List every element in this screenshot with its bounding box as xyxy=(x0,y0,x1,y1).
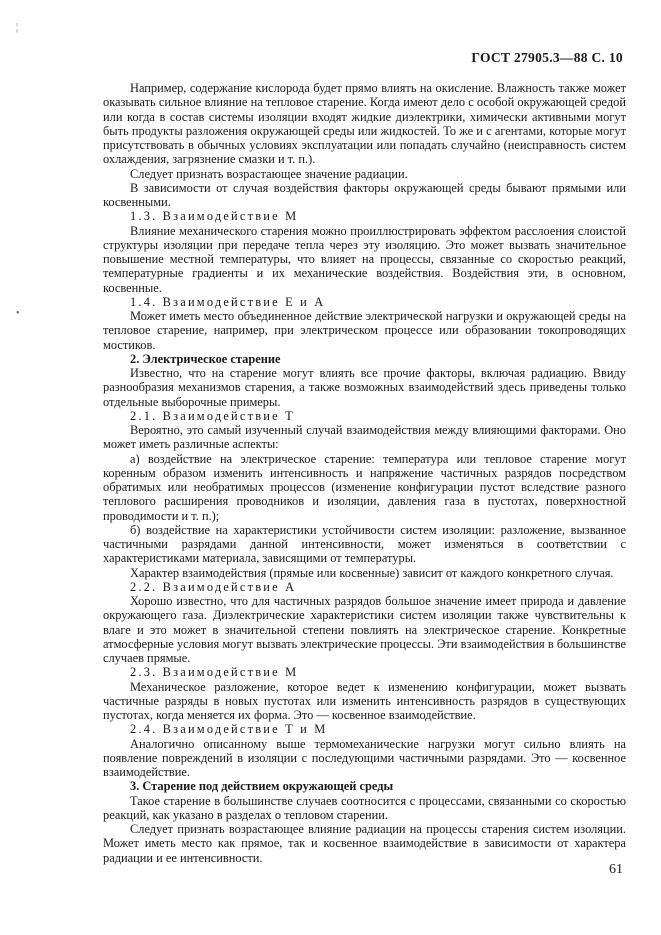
paragraph: Такое старение в большинстве случаев соотносится с процессами, связанными со скоростью реакций, как указано в разделах о тепловом старении. xyxy=(103,793,626,822)
section-heading: 3. Старение под действием окружающей среды xyxy=(130,779,394,794)
scan-speck: • xyxy=(16,308,20,319)
paragraph: Следует признать возрастающее влияние радиации на процессы старения систем изоляции. Может иметь место как прямое, так и косвенное взаимодействие в зависимости от характера радиации и ее интенсивности. xyxy=(103,822,626,865)
list-item: а) воздействие на электрическое старение: температура или тепловое старение могут коренным образом изменить интенсивность и напряжение частичных разрядов посредством обратимых или необратимых процессов (изменение конфигурации пустот вследствие разного теплового расширения проводников и изоляции, давления газа в пустотах, поверхностной проводимости и т. п.); xyxy=(103,451,626,523)
subsection-heading: 1.4. Взаимодействие Е и А xyxy=(130,294,326,309)
subsection-heading: 2.1. Взаимодействие Т xyxy=(130,408,295,423)
paragraph: Может иметь место объединенное действие электрической нагрузки и окружающей среды на тепловое старение, например, при электрическом процессе или образовании токопроводящих мостиков. xyxy=(103,309,626,352)
paragraph: В зависимости от случая воздействия факторы окружающей среды бывают прямыми или косвенными. xyxy=(103,180,626,209)
paragraph: Например, содержание кислорода будет прямо влиять на окисление. Влажность также может оказывать сильное влияние на тепловое старение. Когда имеют дело с особой окружающей средой или когда в состав системы изоляции входят жидкие диэлектрики, химически активными могут быть продукты разложения окружающей среды или жидкостей. То же и с агентами, которые могут присутствовать в обычных условиях эксплуатации или попадать случайно (неисправность систем охлаждения, загрязнение смазки и т. п.). xyxy=(103,81,626,167)
subsection-heading: 1.3. Взаимодействие М xyxy=(130,209,299,224)
paragraph: Известно, что на старение могут влиять все прочие факторы, включая радиацию. Ввиду разнообразия механизмов старения, а также возможных взаимодействий здесь приведены только отдельные выборочные примеры. xyxy=(103,366,626,409)
scan-speck: ¦ xyxy=(16,22,19,33)
paragraph: Следует признать возрастающее значение радиации. xyxy=(130,166,408,181)
body-text xyxy=(103,81,626,865)
list-item: б) воздействие на характеристики устойчивости систем изоляции: разложение, вызванное частичными разрядами данной интенсивности, может изменяться в соответствии с характеристиками материала, зависящими от температуры. xyxy=(103,522,626,566)
section-heading: 2. Электрическое старение xyxy=(130,351,281,366)
paragraph: Влияние механического старения можно проиллюстрировать эффектом расслоения слоистой структуры изоляции при передаче тепла через эту изоляцию. Это может вызвать значительное повышение местной температуры, что влияет на процессы, связанные со скоростью реакций, температурные градиенты и их механические воздействия. Воздействия эти, в основном, косвенные. xyxy=(103,223,626,295)
page-number: 61 xyxy=(609,862,623,877)
subsection-heading: 2.4. Взаимодействие Т и М xyxy=(130,722,328,737)
paragraph: Хорошо известно, что для частичных разрядов большое значение имеет природа и давление окружающего газа. Диэлектрические характеристики систем изоляции также чувствительны к влаге и это может в значительной степени повлиять на электрическое старение. Конкретные атмосферные условия могут вызвать электрические процессы. Эти взаимодействия в большинстве случаев прямые. xyxy=(103,594,626,665)
subsection-heading: 2.2. Взаимодействие А xyxy=(130,579,297,594)
subsection-heading: 2.3. Взаимодействие М xyxy=(130,665,299,680)
document-header: ГОСТ 27905.3—88 С. 10 xyxy=(471,50,623,65)
paragraph: Вероятно, это самый изученный случай взаимодействия между влияющими факторами. Оно может иметь различные аспекты: xyxy=(103,423,626,452)
paragraph: Характер взаимодействия (прямые или косвенные) зависит от каждого конкретного случая. xyxy=(130,565,614,580)
paragraph: Аналогично описанному выше термомеханические нагрузки могут сильно влиять на появление повреждений в изоляции с последующими частичными разрядами. Это — косвенное взаимодействие. xyxy=(103,736,626,779)
paragraph: Механическое разложение, которое ведет к изменению конфигурации, может вызвать частичные разряды в новых пустотах или изменить интенсивность разрядов в существующих пустотах, когда меняется их форма. Это — косвенное взаимодействие. xyxy=(103,679,626,722)
